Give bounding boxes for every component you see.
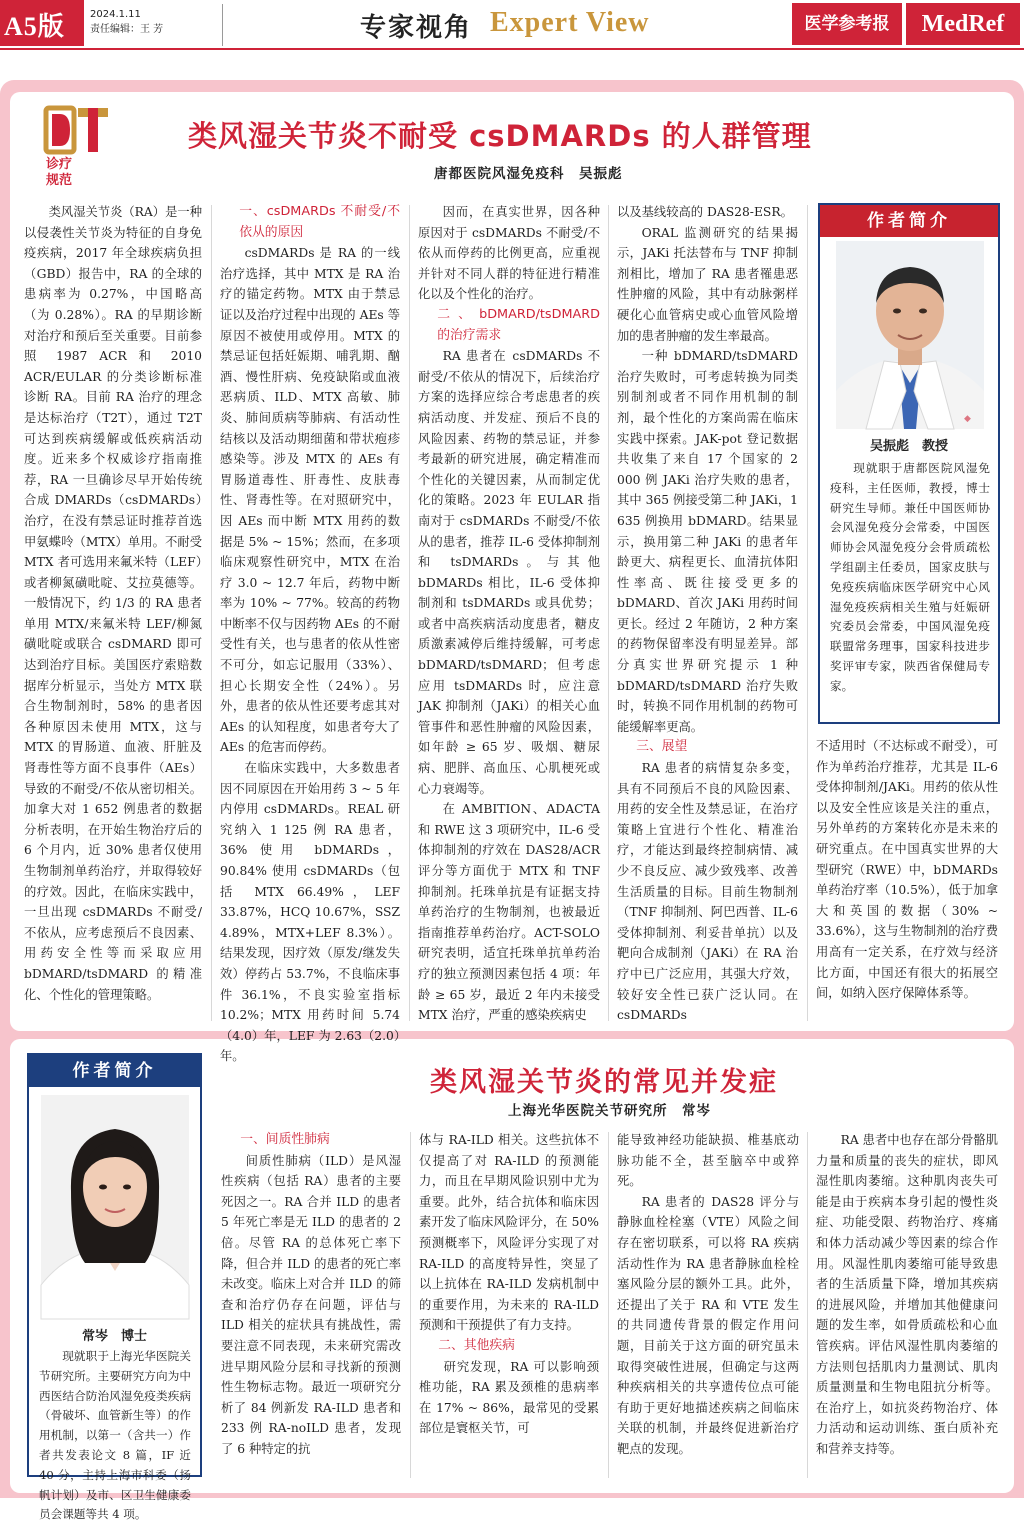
logo-line1: 诊疗 [46, 157, 73, 172]
author-box-header: 作者简介 [820, 205, 998, 237]
section-title-cn: 专家视角 [360, 13, 473, 43]
section-heading: 二、其他疾病 [438, 1337, 515, 1353]
brand-name-en: MedRef [906, 3, 1020, 45]
article-1-title: 类风湿关节炎不耐受 csDMARDs 的人群管理 [188, 119, 812, 153]
column-rule [608, 1132, 609, 1478]
edition-label: A5版 [4, 12, 65, 41]
author-bio: 现就职于上海光华医院关节研究所。主要研究方向为中西医结合防治风湿免疫类疾病（骨破坏、血管新生等）的作用机制，以第一（含共一）作者共发表论文 8 篇，IF 近 40 分，主持上海市科委（扬帆计划）及市、区卫生健康委员会课题等共 4 项。 [39, 1349, 191, 1522]
author-name: 常岑 博士 [81, 1329, 147, 1344]
column-rule [409, 205, 410, 1021]
article-1-column-2 [220, 202, 400, 1064]
author-bio: 现就职于唐都医院风湿免疫科，主任医师，教授，博士研究生导师。兼任中国医师协会风湿免疫分会常委，中国医师协会风湿免疫分会骨质疏松学组副主任委员，国家皮肤与免疫疾病临床医学研究中心风湿免疫疾病相关生殖与妊娠研究委员会常委，中国风湿免疫联盟常务理事，国家科技进步奖评审专家，陕西省保健局专家。 [830, 461, 990, 693]
article-1-column-5 [816, 736, 998, 1024]
paragraph: RA 患者中也存在部分骨骼肌力量和质量的丧失的症状，即风湿性肌肉萎缩。这种肌肉丧失可能是由于疾病本身引起的慢性炎症、功能受限、药物治疗、疼痛和体力活动减少等因素的综合作用。风湿性肌肉萎缩可能导致患者的生活质量下降，增加其疾病的进展风险，并增加其他健康问题的发生率，如骨质疏松和心血管疾病。评估风湿性肌肉萎缩的方法则包括肌肉力量测试、肌肉质量测量和生物电阻抗分析等。在治疗上，如抗炎药物治疗、体力活动和运动训练、蛋白质补充和营养支持等。 [816, 1133, 998, 1456]
paragraph: 间质性肺病（ILD）是风湿性疾病（包括 RA）患者的主要死因之一。RA 合并 ILD 的患者 5 年死亡率是无 ILD 的患者的 2 倍。尽管 RA 的总体死亡率下降，但合并 ILD 的患者的死亡率未改变。临床上对合并 ILD 的筛查和治疗仍存在问题，评估与 ILD 相关的症状具有挑战性，需要注意不同表现，未来研究需改进早期风险分层和寻找新的预测性生物标志物。最近一项研究分析了 84 例新发 RA-ILD 患者和 233 例 RA-noILD 患者，发现了 6 种特定的抗 [221, 1153, 401, 1456]
article-2-column-2 [419, 1130, 599, 1480]
section-title [360, 3, 780, 45]
article-2-column-1 [221, 1130, 401, 1480]
svg-text:◆: ◆ [964, 414, 971, 424]
column-rule [807, 1132, 808, 1478]
logo-line2: 规范 [46, 173, 73, 188]
article-2-title: 类风湿关节炎的常见并发症 [430, 1067, 778, 1098]
article-2-column-4 [816, 1130, 998, 1480]
paragraph: 在临床实践中，大多数患者因不同原因在开始用药 3 ~ 5 年内停用 csDMARDs。REAL 研究纳入 1 125 例 RA 患者，36% 使用 bDMARDs，90.84% 使用 csDMARDs（包括 MTX 66.49%，LEF 33.87%，HCQ 10.67%，SSZ 4.89%，MTX+LEF 8.3%）。结果发现，因疗效（原发/继发失效）停药占 53.7%，不良临床事件 36.1%，不良实验室指标 10.2%；MTX 用药时间 5.74（4.0）年，LEF 为 2.63（2.0）年。 [220, 761, 400, 1064]
paragraph: RA 患者的 DAS28 评分与静脉血栓栓塞（VTE）风险之间存在密切联系，可以将 RA 疾病活动性作为 RA 患者静脉血栓栓塞风险分层的额外工具。此外，还提出了关于 RA 和 VTE 发生的共同遗传背景的假定作用问题，目前关于这方面的研究虽未取得突破性进展，但确定与这两种疾病相关的共享遗传位点可能有助于更好地描述疾病之间临床关联的机制，并最终促进新治疗靶点的发现。 [617, 1194, 799, 1456]
masthead [0, 0, 1024, 50]
paragraph: 不适用时（不达标或不耐受），可作为单药治疗推荐，尤其是 IL-6 受体抑制剂/JAKi。用药的依从性以及安全性应该是关注的重点，另外单药的方案转化亦是未来的研究重点。在中国真实世界的大型研究（RWE）中，bDMARDs 单药治疗率（10.5%），低于加拿大和英国的数据（30% ~ 33.6%），这与生物制剂的治疗费用高有一定关系，在疗效与经济比方面，中国还有很大的拓展空间，如纳入医疗保障体系等。 [816, 739, 998, 1001]
masthead-rule [0, 48, 1024, 50]
section-title-en: Expert View [490, 7, 650, 38]
paragraph: 研究发现，RA 可以影响颈椎功能，RA 累及颈椎的患病率在 17% ~ 86%，最常见的受累部位是寰枢关节，可 [419, 1359, 599, 1436]
column-rule [410, 1132, 411, 1478]
author-photo [836, 241, 984, 429]
issue-date: 2024.1.11 [90, 9, 141, 20]
column-rule [608, 205, 609, 1021]
paragraph: ORAL 监测研究的结果揭示，JAKi 托法替布与 TNF 抑制剂相比，增加了 RA 患者罹患恶性肿瘤的风险，其中有动脉粥样硬化心血管病史或心血管风险增加的患者肿瘤的发生率最高。 [617, 225, 798, 343]
paragraph: 能导致神经功能缺损、椎基底动脉功能不全，甚至脑卒中或猝死。 [617, 1133, 799, 1189]
paragraph: 一种 bDMARD/tsDMARD 治疗失败时，可考虑转换为同类别制剂或者不同作用机制的制剂，最个性化的方案尚需在临床实践中探索。JAK-pot 登记数据共收集了来自 17 个国家的 2 000 例 JAKi 治疗失败的患者，其中 365 例接受第二种 JAKi，1 635 例换用 bDMARD。结果显示，换用第二种 JAKi 的患者年龄更大、病程更长、血清抗体阳性率高、既往接受更多的 bDMARD、首次 JAKi 用药时间更长。经过 2 年随访，2 种方案的药物保留率没有明显差异。部分真实世界研究提示 1 种 bDMARD/tsDMARD 治疗失败时，转换不同作用机制的药物可能缓解率更高。 [617, 349, 798, 734]
section-heading: 三、展望 [636, 739, 688, 755]
brand-name-cn: 医学参考报 [792, 3, 902, 45]
section-heading: 一、间质性肺病 [240, 1132, 330, 1147]
article-1-byline: 唐都医院风湿免疫科 吴振彪 [434, 166, 623, 182]
edition-badge [0, 0, 84, 46]
article-2-column-3 [617, 1130, 799, 1480]
author-profile-box [27, 1053, 202, 1522]
article-1-column-1 [24, 202, 202, 1024]
paragraph: RA 患者在 csDMARDs 不耐受/不依从的情况下，后续治疗方案的选择应综合考虑患者的疾病活动度、并发症、预后不良的风险因素、药物的禁忌证，并参考最新的研究进展，确定精准而个性化的关键因素，从而制定优化的策略。2023 年 EULAR 指南对于 csDMARDs 不耐受/不依从的患者，推荐 IL-6 受体抑制剂和 tsDMARDs。与其他 bDMARDs 相比，IL-6 受体抑制剂和 tsDMARDs 或具优势；或者中高疾病活动度患者，糖皮质激素减停后维持缓解，可考虑 bDMARD/tsDMARD；但考虑应用 tsDMARDs 时，应注意 JAK 抑制剂（JAKi）的相关心血管事件和恶性肿瘤的风险因素，如年龄 ≥ 65 岁、吸烟、糖尿病、肥胖、高血压、心肌梗死或心力衰竭等。 [418, 349, 600, 796]
issue-editor: 责任编辑：王 芳 [90, 24, 164, 35]
paragraph: 在 AMBITION、ADACTA 和 RWE 这 3 项研究中，IL-6 受体抑制剂的疗效在 DAS28/ACR 评分等方面优于 MTX 和 TNF 抑制剂。托珠单抗是有证据支持单药治疗的生物制剂，也被最近指南推荐单药治疗。ACT-SOLO 研究表明，适宜托珠单抗单药治疗的独立预测因素包括 4 项：年龄 ≥ 65 岁，最近 2 年内未接受 MTX 治疗，严重的感染疾病史 [418, 802, 600, 1023]
article-1-column-3 [418, 202, 600, 1024]
author-profile-box [818, 203, 1000, 724]
paragraph: 体与 RA-ILD 相关。这些抗体不仅提高了对 RA-ILD 的预测能力，而且在早期风险识别中尤为重要。此外，结合抗体和临床因素开发了临床风险评分，在 50% 预测概率下，风险评分实现了对 RA-ILD 的高度特异性，突显了以上抗体在 RA-ILD 发病机制中的重要作用，为未来的 RA-ILD 预测和干预提供了有力支持。 [419, 1133, 599, 1333]
author-photo [41, 1095, 189, 1319]
paragraph: 因而，在真实世界，因各种原因对于 csDMARDs 不耐受/不依从而停药的比例更高，应重视并针对不同人群的特征进行精准化以及个性化的治疗。 [418, 205, 600, 302]
issue-meta [90, 7, 163, 37]
author-box-header: 作者简介 [29, 1055, 200, 1087]
diagnosis-guideline-logo-icon [44, 106, 110, 186]
paragraph: csDMARDs 是 RA 的一线治疗选择，其中 MTX 是 RA 治疗的锚定药物。MTX 由于禁忌证以及治疗过程中出现的 AEs 等原因不被使用或停用。MTX 的禁忌证包括妊娠期、哺乳期、酗酒、慢性肝病、免疫缺陷或血液恶病质、ILD、MTX 高敏、肺炎、肺间质病等肺病、有活动性结核以及活动期细菌和带状疱疹感染等。涉及 MTX 的 AEs 有胃肠道毒性、肝毒性、皮肤毒性、肾毒性等。在对照研究中，因 AEs 而中断 MTX 用药的数据是 5% ~ 15%；然而，在多项临床观察性研究中，MTX 在治疗 3.0 ~ 12.7 年后，药物中断率为 10% ~ 77%。较高的药物中断率不仅与因药物 AEs 的不耐受性有关，也与患者的依从性密不可分，如忘记服用（33%）、担心长期安全性（24%）。另外，患者的依从性还要考虑其对 AEs 的认知程度，如患者夸大了 AEs 的危害而停药。 [220, 246, 400, 755]
section-heading: 二、bDMARD/tsDMARD 的治疗需求 [437, 306, 600, 343]
column-rule [807, 205, 808, 1021]
paragraph: 类风湿关节炎（RA）是一种以侵袭性关节炎为特征的自身免疫疾病，2017 年全球疾病负担（GBD）报告中，RA 的全球的患病率为 0.27%，中国略高（为 0.28%）。RA 的早期诊断对治疗和预后至关重要。目前参照 1987 ACR 和 2010 ACR/EULAR 的分类诊断标准诊断 RA。目前 RA 治疗的理念是达标治疗（T2T），通过 T2T 可达到疾病缓解或低疾病活动度。近来多个权威诊疗指南推荐，RA 一旦确诊尽早开始传统合成 DMARDs（csDMARDs）治疗，在没有禁忌证时推荐首选甲氨蝶呤（MTX）单用。不耐受 MTX 者可选用来氟米特（LEF）或者柳氮磺吡啶、艾拉莫德等。一般情况下，约 1/3 的 RA 患者单用 MTX/来氟米特 LEF/柳氮磺吡啶或联合 csDMARD 即可达到治疗目标。美国医疗索赔数据库分析显示，当处方 MTX 联合生物制剂时，58% 的患者因各种原因未使用 MTX，这与 MTX 的胃肠道、血液、肝脏及肾毒性等方面不良事件（AEs）导致的不耐受/不依从密切相关。加拿大对 1 652 例患者的数据分析表明，在开始生物治疗后的 6 个月内，近 30% 患者仅使用生物制剂单药治疗，并取得较好的疗效。因此，在临床实践中，一旦出现 csDMARDs 不耐受/不依从，应考虑预后不良因素、用药安全性等而采取应用 bDMARD/tsDMARD 的精准化、个性化的管理策略。 [24, 205, 202, 1002]
article-1-column-4 [617, 202, 798, 1024]
column-rule [211, 205, 212, 1021]
paragraph: 以及基线较高的 DAS28-ESR。 [617, 205, 793, 219]
section-heading: 一、csDMARDs 不耐受/不依从的原因 [239, 204, 400, 240]
article-2-byline: 上海光华医院关节研究所 常岑 [508, 1103, 711, 1119]
masthead-divider [222, 4, 223, 46]
paragraph: RA 患者的病情复杂多变，具有不同预后不良的风险因素、用药的安全性及禁忌证，在治疗策略上宜进行个性化、精准治疗，才能达到最终控制病情、减少不良反应、减少致残率、改善生活质量的目标。目前生物制剂（TNF 抑制剂、阿巴西普、IL-6 受体抑制剂、利妥昔单抗）以及靶向合成制剂（JAKi）在 RA 治疗中已广泛应用，其强大疗效，较好安全性已获广泛认同。在 csDMARDs [617, 761, 798, 1023]
author-name: 吴振彪 教授 [869, 439, 948, 454]
